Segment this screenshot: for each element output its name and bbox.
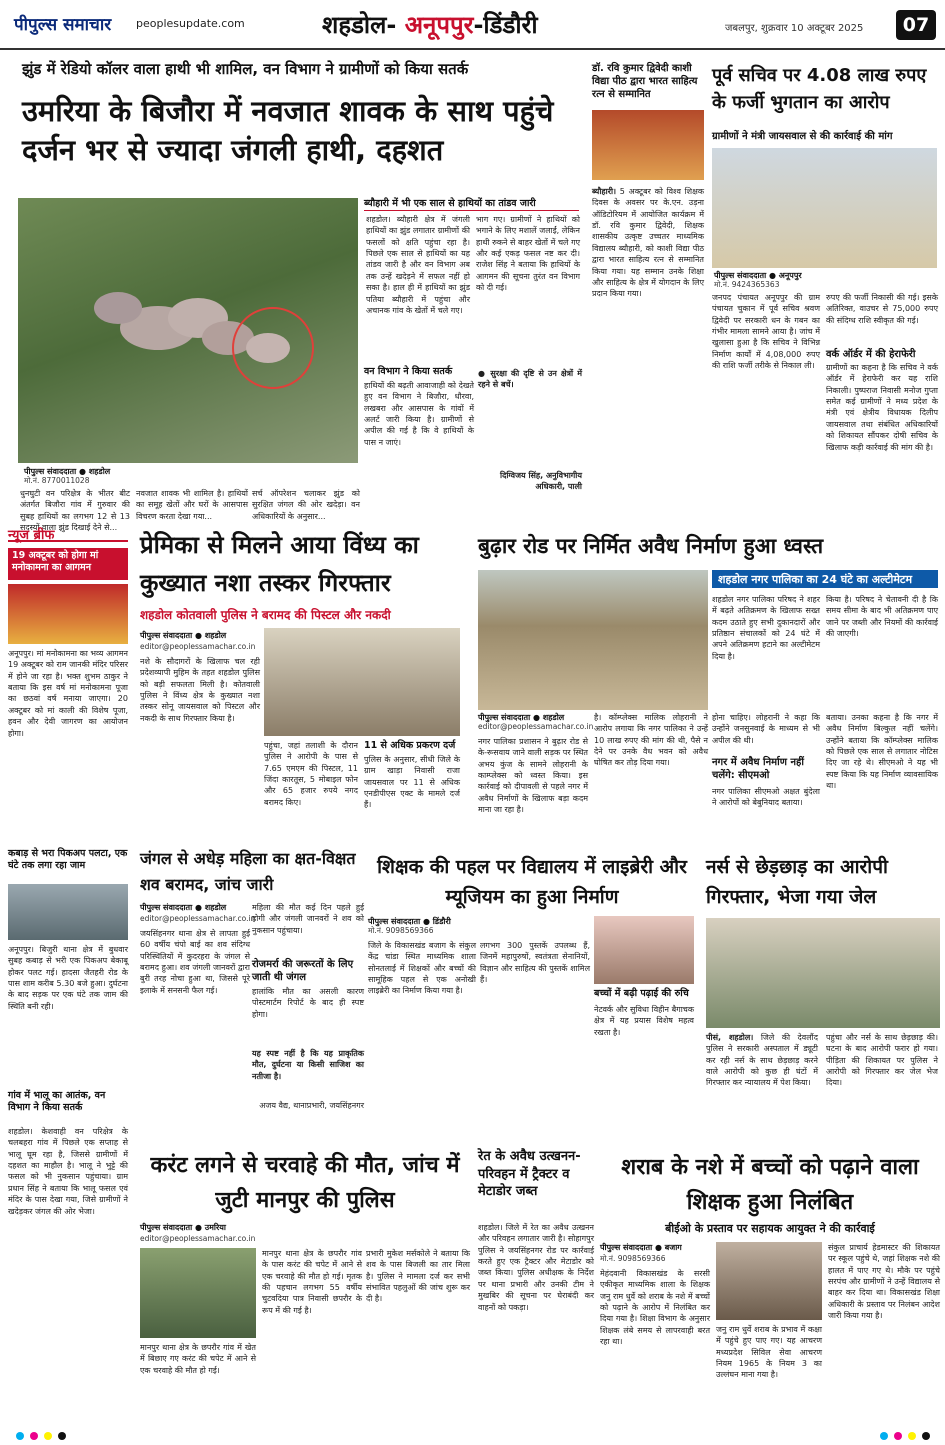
magenta-mark	[30, 1432, 38, 1440]
sahitya-photo	[592, 110, 704, 180]
library-photo	[594, 916, 694, 984]
lead-quote: ● सुरक्षा की दृष्टि से उन क्षेत्रों में रहने से बचें।	[478, 369, 583, 390]
budhar-credit: पीपुल्स संवाददाता ● शहडोल	[478, 713, 565, 722]
sahitya-head: डॉ. रवि कुमार द्विवेदी काशी विद्या पीठ द्वारा भारत साहित्य रत्न से सम्मानित	[592, 63, 698, 100]
smuggler-head: प्रेमिका से मिलने आया विंध्य का कुख्यात नशा तस्कर गिरफ्तार	[140, 531, 419, 598]
library-head: शिक्षक की पहल पर विद्यालय में लाइब्रेरी और म्यूजियम का हुआ निर्माण	[377, 856, 687, 909]
jungle-side: रोजमर्रा की जरूरतों के लिए जाती थी जंगल	[252, 959, 354, 983]
nurse-body-col2: पहुंचा और नर्स के साथ छेड़छाड़ की। घटना के बाद आरोपी फरार हो गया। पीड़िता की शिकायत पर पुलिस ने आरोपी को गिरफ्तार कर जेल भेज दिया।	[826, 1033, 938, 1088]
panchayat-photo	[712, 148, 937, 268]
jungle-email: editor@peoplessamachar.co.in	[140, 914, 256, 923]
brief-label: न्यूज ब्रीफ	[8, 528, 55, 543]
teacher-body-col2: जनु राम धुर्वे शराब के प्रभाव में कक्षा में पहुंचे हुए पाए गए। यह आचरण मध्यप्रदेश सिविल सेवा आचरण नियम 1965 के नियम 3 का उल्लंघन माना गया है।	[716, 1325, 822, 1380]
lead-headline: उमरिया के बिजौरा में नवजात शावक के साथ पहुंचे दर्जन भर से ज्यादा जंगली हाथी, दहशत	[22, 94, 554, 168]
brief-item3-head: गांव में भालू का आतंक, वन विभाग ने किया सतर्क	[8, 1090, 106, 1114]
brief-item1-body: अनूपपुर। मां मनोकामना का भव्य आगमन 19 अक्टूबर को राम जानकी मंदिर परिसर में होने जा रहा है। भक्त शुभम ठाकुर ने बताया कि इस वर्ष मां मनोकामना पूजा का छठवां वर्ष मनाया जाएगा। 20 अक्टूबर को मां काली की विशेष पूजा, हवन और देवी जागरण का आयोजन होगा।	[8, 649, 128, 738]
jungle-credit: पीपुल्स संवाददाता ● शहडोल	[140, 903, 227, 912]
black-mark	[58, 1432, 66, 1440]
pickup-photo	[8, 884, 128, 940]
lead-side-col2: भाग गए। ग्रामीणों ने हाथियों को भगाने के लिए मशालें जलाईं, लेकिन हाथी रुकने से बाहर खेतों में चले गए और कई एकड़ फसल नष्ट कर दी। राजेश सिंह ने बताया कि हाथियों के आगमन की सूचना तुरंत वन विभाग को दी गई।	[476, 215, 580, 293]
region-mid: अनूपपुर	[404, 11, 474, 39]
library-side: बच्चों में बढ़ी पढ़ाई की रुचि	[594, 988, 689, 999]
teacher-credit: पीपुल्स संवाददाता ● बजाग	[600, 1243, 682, 1252]
elephant-herd-graphic	[18, 198, 358, 463]
budhar-body-col4: नगर पालिका सीएमओ अक्षत बुंदेला ने आरोपों को बेबुनियाद बताया।	[712, 787, 820, 808]
fraud-mobile: मो.नं. 9424365363	[714, 280, 780, 289]
lead-mobile: मो.नं. 8770011028	[24, 476, 90, 485]
elephant-photo	[18, 198, 358, 463]
fraud-body-col3: ग्रामीणों का कहना है कि सचिव ने वर्क ऑर्डर में हेराफेरी कर यह राशि निकाली। पुष्पराज निवासी मनोज गुप्ता समेत कई ग्रामीणों ने मध्य प्रदेश के मंत्री एवं क्षेत्रीय विधायक दिलीप जायसवाल तथा संबंधित अधिकारियों को शिकायत सौंपकर दोषी सचिव के खिलाफ कड़ी कार्रवाई की मांग की है।	[826, 363, 938, 452]
fraud-body-col2: रुपए की फर्जी निकासी की गई। इसके अतिरिक्त, वाउचर से 75,000 रुपए की संदिग्ध राशि स्वीकृत की गई।	[826, 293, 938, 325]
yellow-mark-right	[908, 1432, 916, 1440]
lead-side-head2: वन विभाग ने किया सतर्क	[364, 366, 453, 377]
budhar-badge: शहडोल नगर पालिका का 24 घंटे का अल्टीमेटम	[712, 570, 938, 588]
budhar-body-col2: है। कॉम्प्लेक्स मालिक लोहरानी ने आरोप लगाया कि नगर पालिका ने उन्हें 10 लाख रुपए की मांग की थी, पैसे न देने पर उनके वैध भवन को अवैध घोषित कर तोड़ दिया गया।	[594, 713, 708, 768]
cyan-mark	[16, 1432, 24, 1440]
budhar-box-col1: शहडोल नगर पालिका परिषद ने शहर में बढ़ते अतिक्रमण के खिलाफ सख्त कदम उठाते हुए सभी दुकानदारों और प्रतिष्ठान संचालकों को 24 घंटे में अपने अतिक्रमण हटाने का अल्टीमेटम दिया है।	[712, 595, 820, 661]
teacher-sub: बीईओ के प्रस्ताव पर सहायक आयुक्त ने की कार्रवाई	[665, 1222, 875, 1235]
teacher-head: शराब के नशे में बच्चों को पढ़ाने वाला शिक्षक हुआ निलंबित	[621, 1155, 919, 1216]
newspaper-logo: पीपुल्स समाचार	[14, 15, 112, 35]
fraud-body-col1: जनपद पंचायत अनूपपुर की ग्राम पंचायत चुकान में पूर्व सचिव श्रवण द्विवेदी पर सरकारी धन के गबन का गंभीर मामला सामने आया है। जांच में खुलासा हुआ है कि सचिव ने विभिन्न निर्माण कार्यों में 4,08,000 रुपए की राशि फर्जी तरीके से निकाल ली।	[712, 293, 820, 371]
lead-body-col2: नवजात शावक भी शामिल है। हाथियों का समूह खेतों और घरों के आसपास विचरण करता देखा गया...	[136, 489, 248, 521]
library-mobile: मो.नं. 9098569366	[368, 926, 434, 935]
current-body-col2: मानपुर थाना क्षेत्र के छपरौर गांव के पास करंट की चपेट में आने से एक चरवाहे की मौत हो गई। मृतक की पहचान लगभग 55 वर्षीय चुटवदिया पात्र निवासी छपरौर के रूप में की गई है।	[262, 1249, 362, 1315]
smuggler-body-col3: पुलिस के अनुसार, सीधी जिले के ग्राम खाड़ा निवासी राजा जायसवाल पर 11 से अधिक एनडीपीएस एक्ट के मामले दर्ज हैं।	[364, 755, 460, 810]
brief-item3-body: शहडोल। केशवाही वन परिक्षेत्र के चलबहरा गांव में पिछले एक सप्ताह से भालू घूम रहा है, जिससे ग्रामीणों में दहशत का माहौल है। भालू ने भुट्टे की फसल को भी नुकसान पहुंचाया। ग्राम प्रधान सिंह ने बताया कि भालू फसल एवं मंदिर के पास देखा गया, जिसे ग्रामीणों ने खदेड़कर जंगल की ओर भेजा।	[8, 1127, 128, 1216]
lead-photo-credit: पीपुल्स संवाददाता ● शहडोल	[24, 467, 111, 476]
nurse-head: नर्स से छेड़छाड़ का आरोपी गिरफ्तार, भेजा गया जेल	[706, 856, 888, 909]
smuggler-body-col2: पहुंचा, जहां तलाशी के दौरान पुलिस ने आरोपी के पास से 7.65 एमएम की पिस्टल, 11 जिंदा कारतूस, 5 मोबाइल फोन और 65 हजार रुपये नगद बरामद किए।	[264, 741, 358, 807]
current-photo	[140, 1248, 256, 1338]
teacher-body-col3: संकुल प्राचार्य हेडमास्टर की शिकायत पर स्कूल पहुंचे थे, जहां शिक्षक नशे की हालत में पाए गए थे। मौके पर पहुंचे सरपंच और ग्रामीणों ने उन्हें विद्यालय से बाहर कर दिया था। विकासखंड शिक्षा अधिकारी के प्रस्ताव पर निलंबन आदेश जारी किया गया है।	[828, 1243, 940, 1321]
fraud-head: पूर्व सचिव पर 4.08 लाख रुपए के फर्जी भुगतान का आरोप	[712, 65, 927, 113]
lead-side-head: ब्यौहारी में भी एक साल से हाथियों का तांडव जारी	[364, 198, 579, 211]
sahitya-credit: ब्यौहारी।	[592, 187, 617, 196]
nurse-body-col1: पीसं, शहडोल। जिले की देवलौंद पुलिस ने सरकारी अस्पताल में ड्यूटी कर रही नर्स के साथ छेड़छाड़ करने वाले आरोपी को कुछ ही घंटों में गिरफ्तार कर न्यायालय में पेश किया।	[706, 1033, 818, 1088]
jungle-by: अजय वैद्य, थानाप्रभारी, जयसिंहनगर	[259, 1101, 364, 1110]
jungle-body-col2: महिला की मौत कई दिन पहले हुई होगी और जंगली जानवरों ने शव को नुकसान पहुंचाया।	[252, 903, 364, 935]
nurse-photo	[706, 918, 940, 1028]
brief-label-box	[8, 524, 128, 542]
current-credit: पीपुल्स संवाददाता ● उमरिया	[140, 1223, 226, 1232]
library-body-col3: नेटवर्क और सुविधा विहीन बैगाचक क्षेत्र में यह प्रयास विशेष महत्व रखता है।	[594, 1005, 694, 1037]
lead-body-col1: धुनघुटी वन परिक्षेत्र के भीतर बीट अंतर्गत बिजौरा गांव में गुरुवार की सुबह हाथियों का लगभग 12 से 13 सदस्यों वाला झुंड दिखाई देने से...	[20, 489, 130, 533]
current-email: editor@peoplessamachar.co.in	[140, 1234, 256, 1243]
teacher-mobile: मो.नं. 9098569366	[600, 1254, 666, 1263]
budhar-email: editor@peoplessamachar.co.in	[478, 722, 594, 731]
teacher-photo	[716, 1242, 822, 1320]
lead-quote-by: दिग्विजय सिंह, अनुविभागीय अधिकारी, पाली	[500, 471, 582, 492]
lead-quote-text: सुरक्षा की दृष्टि से उन क्षेत्रों में रहने से बचें।	[478, 369, 583, 390]
jungle-body-col3: हालांकि मौत का असली कारण पोस्टमार्टम रिपोर्ट के बाद ही स्पष्ट होगा।	[252, 987, 364, 1019]
budhar-body-col3: होना चाहिए। लोहरानी ने कहा कि उन्होंने जनसुनवाई के माध्यम से भी अपील की थी।	[712, 713, 820, 745]
magenta-mark-right	[894, 1432, 902, 1440]
region-right: -डिंडौरी	[473, 11, 538, 39]
fraud-credit: पीपुल्स संवाददाता ● अनूपपुर	[714, 271, 802, 280]
brief-item2-body: अनूपपुर। बिजुरी थाना क्षेत्र में बुधवार सुबह कबाड़ से भरी एक पिकअप बेकाबू होकर पलट गई। हादसा जैतहरी रोड के पास शाम करीब 5.30 बजे हुआ। दुर्घटना के बाद सड़क पर एक घंटे तक जाम की स्थिति बनी रही।	[8, 945, 128, 1011]
budhar-box-col2: किया है। परिषद ने चेतावनी दी है कि समय सीमा के बाद भी अतिक्रमण पाए जाने पर जब्ती और नियमों की कार्रवाई की जाएगी।	[826, 595, 938, 639]
jungle-note: यह स्पष्ट नहीं है कि यह प्राकृतिक मौत, दुर्घटना या किसी साजिश का नतीजा है।	[252, 1049, 364, 1081]
page-number: 07	[896, 10, 936, 40]
library-credit: पीपुल्स संवाददाता ● डिंडौरी	[368, 917, 451, 926]
fraud-sub: ग्रामीणों ने मंत्री जायसवाल से की कार्रवाई की मांग	[712, 131, 893, 142]
police-photo	[264, 628, 460, 736]
sahitya-body: ब्यौहारी। 5 अक्टूबर को विश्व शिक्षक दिवस के अवसर पर के.एन. उड़ना ऑडिटोरियम में आयोजित कार्यक्रम में डॉ. रवि कुमार द्विवेदी, शिक्षक शासकीय उत्कृष्ट उच्चतर माध्यमिक विद्यालय ब्यौहारी, को काशी विद्या पीठ द्वारा भारत साहित्य रत्न से सम्मानित किया गया। यह सम्मान उनके शिक्षा और साहित्य के क्षेत्र में योगदान के लिए प्रदान किया गया।	[592, 187, 704, 299]
website-link[interactable]: peoplesupdate.com	[136, 17, 245, 30]
masthead	[0, 0, 945, 50]
library-body-col1: जिले के विकासखंड बजाग के संकुल केंद्र चांडा स्थित माध्यमिक शाला सोनतलाई में शिक्षकों और बच्चों की सामूहिक पहल से एक अनोखी लाइब्रेरी का निर्माण किया गया है।	[368, 941, 476, 996]
budhar-side: नगर में अवैध निर्माण नहीं चलेंगे: सीएमओ	[712, 757, 804, 781]
sand-body: शहडोल। जिले में रेत का अवैध उत्खनन और परिवहन लगातार जारी है। सोहागपुर पुलिस ने जयसिंहनगर रोड पर कार्रवाई करते हुए एक ट्रैक्टर और मेटाडोर को जब्त किया। पुलिस अधीक्षक के निर्देश पर थाना प्रभारी और उनकी टीम ने मुखबिर की सूचना पर घेराबंदी कर वाहनों को पकड़ा।	[478, 1223, 594, 1312]
current-body-col1: मानपुर थाना क्षेत्र के छपरौर गांव में खेत में बिछाए गए करंट की चपेट में आने से एक चरवाहे की मौत हो गई।	[140, 1343, 256, 1375]
nurse-credit: पीसं, शहडोल।	[706, 1033, 754, 1042]
lead-body-col3: सर्च ऑपरेशन चलाकर झुंड को सुरक्षित जंगल की ओर खदेड़ा। वन अधिकारियों के अनुसार...	[252, 489, 360, 521]
sand-head: रेत के अवैध उत्खनन-परिवहन में ट्रैक्टर व मेटाडोर जब्त	[478, 1149, 581, 1200]
region-left: शहडोल-	[322, 11, 405, 39]
lead-side-col3: हाथियों की बढ़ती आवाजाही को देखते हुए वन विभाग ने बिजौरा, धौरवा, लखबरा और आसपास के गांवों में अलर्ट जारी किया है। ग्रामीणों से अपील की गई है कि वे हाथियों के पास न जाएं।	[364, 381, 474, 447]
lead-side-col1: शहडोल। ब्यौहारी क्षेत्र में जंगली हाथियों का झुंड लगातार ग्रामीणों की फसलों को क्षति पहुंचा रहा है। पिछले एक साल से हाथियों का यह तांडव जारी है और वन विभाग अब तक उन्हें खदेड़ने में सफल नहीं हो सका है। हाल ही में हाथियों का झुंड पतिया ब्यौहारी में पहुंचा और अचानक गांव के खेतों में चले गए।	[366, 215, 470, 315]
smuggler-email: editor@peoplessamachar.co.in	[140, 642, 256, 651]
jungle-body-col1: जयसिंहनगर थाना क्षेत्र से लापता हुई 60 वर्षीय चंपो बाई का शव संदिग्ध परिस्थितियों में कुदरहरा के जंगल से बरामद हुआ। शव जंगली जानवरों द्वारा बुरी तरह नोचा हुआ था, जिससे पूरे इलाके में सनसनी फैल गई।	[140, 929, 250, 995]
budhar-head: बुढ़ार रोड पर निर्मित अवैध निर्माण हुआ ध्वस्त	[478, 534, 824, 558]
lead-kicker: झुंड में रेडियो कॉलर वाला हाथी भी शामिल, वन विभाग ने ग्रामीणों को किया सतर्क	[22, 60, 469, 78]
current-head: करंट लगने से चरवाहे की मौत, जांच में जुटी मानपुर की पुलिस	[150, 1153, 460, 1214]
yellow-mark	[44, 1432, 52, 1440]
smuggler-credit: पीपुल्स संवाददाता ● शहडोल	[140, 631, 227, 640]
print-registration-marks	[0, 1428, 945, 1445]
smuggler-sub: शहडोल कोतवाली पुलिस ने बरामद की पिस्टल और नकदी	[140, 608, 391, 622]
fraud-side: वर्क ऑर्डर में की हेराफेरी	[826, 349, 916, 360]
region-title	[322, 8, 538, 41]
demolition-photo	[478, 570, 708, 710]
black-mark-right	[922, 1432, 930, 1440]
goddess-photo	[8, 584, 128, 644]
jungle-head: जंगल से अधेड़ महिला का क्षत-विक्षत शव बरामद, जांच जारी	[140, 849, 356, 894]
teacher-body-col1: मेहंदवानी विकासखंड के सरसी एकीकृत माध्यमिक शाला के शिक्षक जनु राम धुर्वे को शराब के नशे में बच्चों को पढ़ाने के आरोप में निलंबित कर दिया गया है। शिक्षा विभाग के अनुसार शिक्षक लंबे समय से लापरवाही बरत रहा था।	[600, 1269, 710, 1347]
smuggler-body-col1: नशे के सौदागरों के खिलाफ चल रही प्रदेशव्यापी मुहिम के तहत शहडोल पुलिस को बड़ी सफलता मिली है। कोतवाली पुलिस ने विंध्य क्षेत्र के कुख्यात नशा तस्कर सोनू जायसवाल को पिस्टल और नकदी के साथ गिरफ्तार किया है।	[140, 657, 260, 723]
issue-date: जबलपुर, शुक्रवार 10 अक्टूबर 2025	[725, 23, 864, 34]
library-body-col2: लगभग 300 पुस्तकें उपलब्ध हैं, जिनमें महापुरुषों, स्वतंत्रता सेनानियों, विज्ञान और साहित्य की पुस्तकें शामिल हैं।	[480, 941, 590, 985]
cyan-mark-right	[880, 1432, 888, 1440]
current-body-col3: प्रभारी मुकेश मर्सकोले ने बताया कि शव के पास बिजली का तार मिला है। पुलिस ने मामला दर्ज कर सभी संभावित पहलुओं की जांच शुरू कर दी है।	[366, 1249, 470, 1304]
smuggler-caption: 11 से अधिक प्रकरण दर्ज	[364, 740, 456, 751]
brief-item1-head: 19 अक्टूबर को होगा मां मनोकामना का आगमन	[8, 548, 128, 580]
budhar-body-col1: नगर पालिका प्रशासन ने बुढ़ार रोड से के-रूसवाय जाने वाली सड़क पर स्थित अभय कुंज के सामने लोहरानी के काम्प्लेक्स को ध्वस्त किया। इस कार्रवाई को दीपावली से पहले नगर में अवैध निर्माणों के खिलाफ बड़ा कदम माना जा रहा है।	[478, 737, 588, 815]
budhar-body-col5: बताया। उनका कहना है कि नगर में अवैध निर्माण बिल्कुल नहीं चलेंगे। उन्होंने बताया कि कॉम्प्लेक्स मालिक को पिछले एक साल से लगातार नोटिस दिए जा रहे थे। सीएमओ ने यह भी स्पष्ट किया कि यह निर्माण व्यावसायिक था।	[826, 713, 938, 791]
brief-item2-head: कबाड़ से भरा पिकअप पलटा, एक घंटे तक लगा रहा जाम	[8, 848, 128, 872]
